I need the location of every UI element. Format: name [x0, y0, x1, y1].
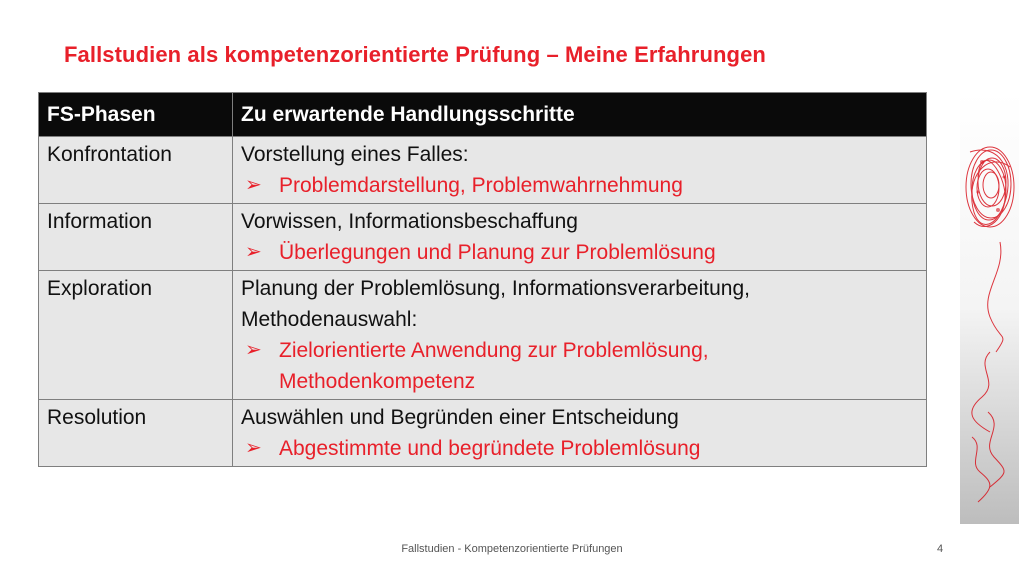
arrow-bullet-icon: ➢ — [245, 241, 262, 263]
steps-cell — [233, 400, 927, 467]
bullet-item — [241, 335, 918, 366]
phase-cell: Exploration — [39, 271, 233, 400]
table-row — [39, 204, 927, 271]
steps-cell — [233, 137, 927, 204]
table-row — [39, 271, 927, 400]
arrow-bullet-icon: ➢ — [245, 437, 262, 459]
slide-footer: Fallstudien - Kompetenzorientierte Prüfungen — [401, 543, 623, 555]
step-line: Vorwissen, Informationsbeschaffung — [241, 210, 578, 233]
phase-cell: Konfrontation — [39, 137, 233, 204]
table-row — [39, 400, 927, 467]
steps-cell — [233, 271, 927, 400]
steps-cell — [233, 204, 927, 271]
step-line: Vorstellung eines Falles: — [241, 143, 469, 166]
phases-table — [38, 92, 927, 467]
bullet-item — [241, 433, 918, 464]
column-header-phases: FS-Phasen — [39, 93, 233, 137]
red-yarn-decoration-icon — [960, 92, 1019, 524]
phase-cell: Resolution — [39, 400, 233, 467]
slide-title: Fallstudien als kompetenzorientierte Prüfung – Meine Erfahrungen — [64, 42, 766, 67]
bullet-text: Methodenkompetenz — [279, 370, 476, 393]
bullet-text: Zielorientierte Anwendung zur Problemlösung, — [279, 339, 709, 362]
bullet-item-continuation — [241, 366, 918, 397]
arrow-bullet-icon: ➢ — [245, 339, 262, 361]
bullet-text: Überlegungen und Planung zur Problemlösung — [279, 241, 716, 264]
bullet-text: Abgestimmte und begründete Problemlösung — [279, 437, 701, 460]
bullet-item — [241, 237, 918, 268]
page-number: 4 — [937, 543, 944, 555]
step-line: Methodenauswahl: — [241, 308, 418, 331]
phase-cell: Information — [39, 204, 233, 271]
bullet-text: Problemdarstellung, Problemwahrnehmung — [279, 174, 683, 197]
arrow-bullet-icon: ➢ — [245, 174, 262, 196]
step-line: Auswählen und Begründen einer Entscheidung — [241, 406, 679, 429]
table-header-row — [39, 93, 927, 137]
table-row — [39, 137, 927, 204]
column-header-steps: Zu erwartende Handlungsschritte — [233, 93, 927, 137]
bullet-item — [241, 170, 918, 201]
step-line: Planung der Problemlösung, Informationsverarbeitung, — [241, 277, 750, 300]
